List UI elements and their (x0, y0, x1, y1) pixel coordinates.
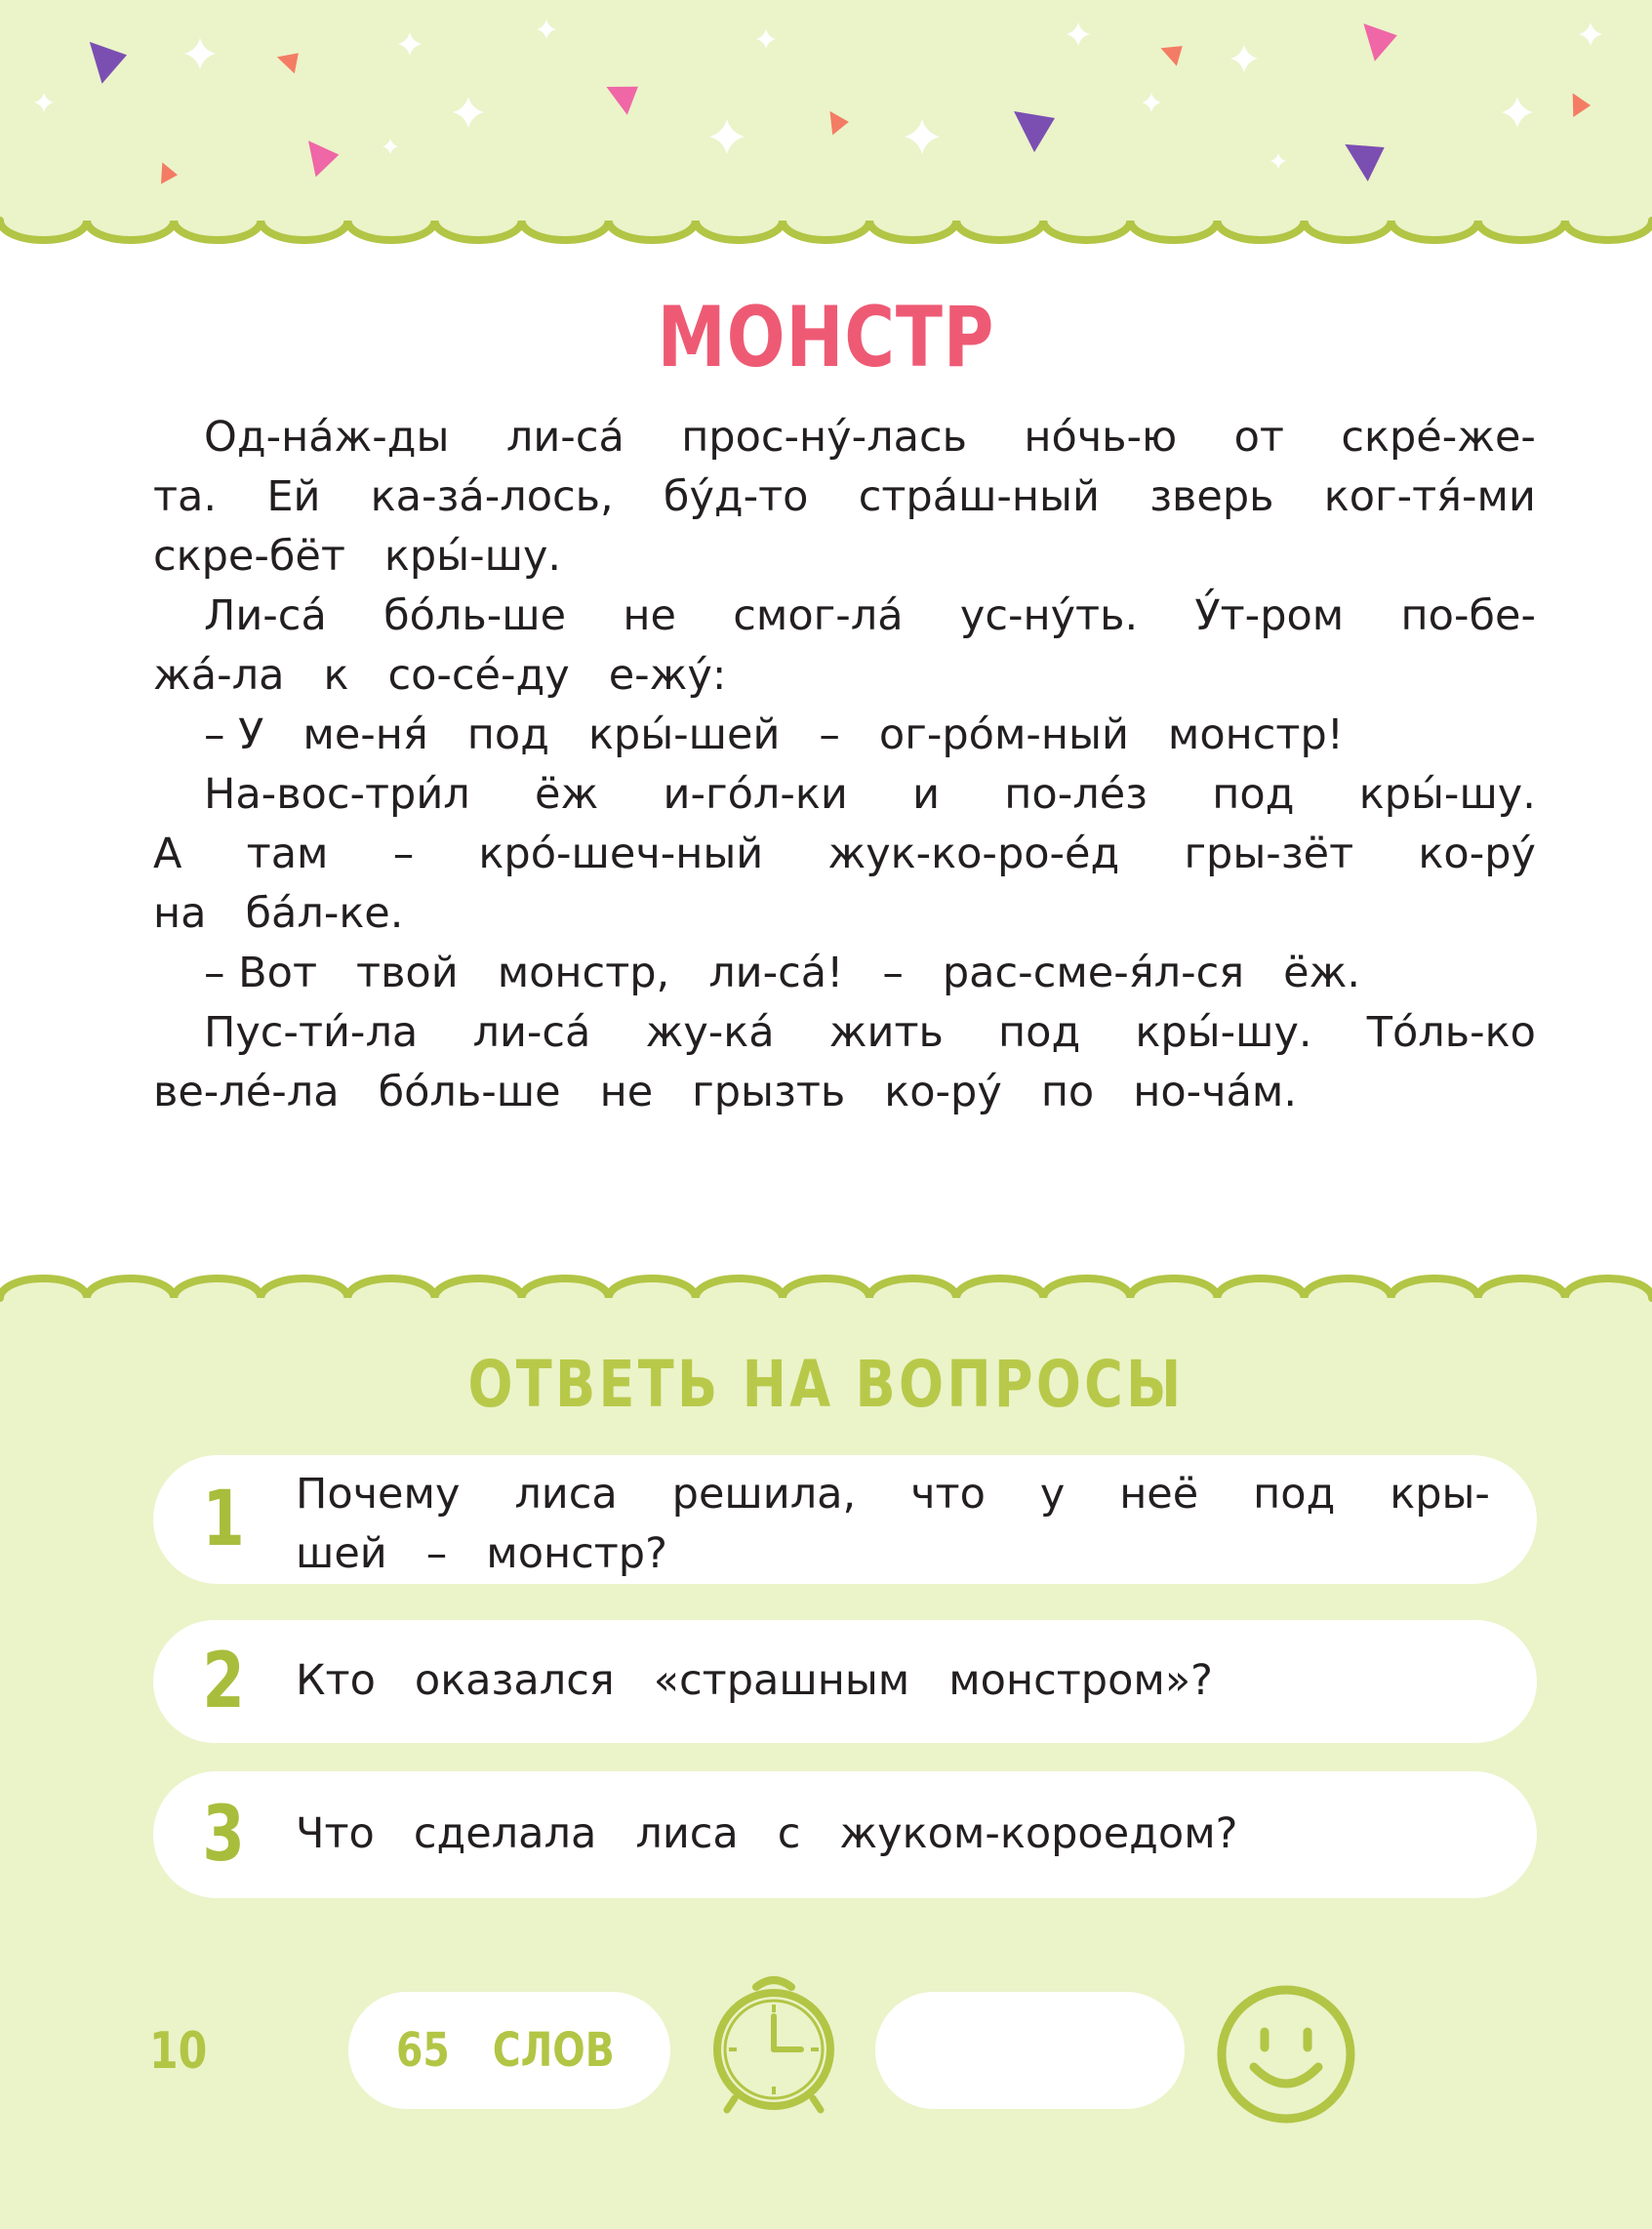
story-word: к (323, 651, 349, 700)
story-word: скре́-же- (1341, 413, 1536, 462)
questions-heading: ОТВЕТЬ НА ВОПРОСЫ (467, 1347, 1185, 1422)
story-word: под (466, 710, 549, 759)
story-word: ког-тя́-ми (1323, 472, 1536, 521)
question-word: Почему (296, 1470, 461, 1519)
story-title: МОНСТР (657, 289, 995, 386)
reading-time-input[interactable] (875, 1992, 1185, 2109)
question-text (296, 1804, 1490, 1864)
question-word: жуком-короедом? (839, 1809, 1238, 1858)
word-count-badge (348, 1992, 670, 2109)
question-word: неё (1119, 1470, 1199, 1519)
story-word: грызть (692, 1068, 846, 1116)
question-word: под (1253, 1470, 1336, 1519)
story-word: под (998, 1008, 1081, 1057)
story-word: ко-ру́ (1418, 830, 1536, 878)
question-item (153, 1771, 1537, 1898)
story-word: кры́-шу. (1358, 770, 1536, 819)
story-word: жить (828, 1008, 944, 1057)
story-word: и-го́л-ки (663, 770, 848, 819)
story-word: – (392, 830, 415, 878)
story-word: ли-са́ (505, 413, 625, 462)
question-word: Кто (296, 1656, 376, 1705)
smiley-face-icon (1213, 1981, 1359, 2128)
question-word: решила, (671, 1470, 857, 1519)
question-word: Что (296, 1809, 375, 1858)
question-item (153, 1455, 1537, 1584)
story-word: Ли-са́ (204, 591, 327, 640)
story-word: Пус-ти́-ла (204, 1008, 419, 1057)
story-word: зверь (1149, 472, 1274, 521)
story-word: кры́-шу. (1135, 1008, 1312, 1057)
alarm-clock-icon (705, 1967, 842, 2114)
story-word: е-жу́: (608, 651, 727, 700)
story-word: бу́д-то (663, 472, 809, 521)
question-word: – (425, 1529, 448, 1578)
question-word: сделала (413, 1809, 597, 1858)
story-word: но́чь-ю (1024, 413, 1178, 462)
story-word: ко-ру́ (884, 1068, 1002, 1116)
question-word: монстром»? (948, 1656, 1213, 1705)
story-line (153, 527, 1536, 587)
story-word: не (599, 1068, 654, 1116)
story-word: ве-ле́-ла (153, 1068, 340, 1116)
story-line (153, 1003, 1536, 1063)
story-word: прос-ну́-лась (681, 413, 967, 462)
story-word: рас-сме-я́л-ся (942, 949, 1245, 997)
story-word: гры-зёт (1184, 830, 1354, 878)
question-line (296, 1465, 1490, 1524)
story-word: Ей (266, 472, 321, 521)
question-text (296, 1465, 1490, 1584)
story-line (153, 587, 1536, 646)
story-word: – (882, 949, 904, 997)
story-word: Од-на́ж-ды (204, 413, 450, 462)
story-word: бо́ль-ше (383, 591, 567, 640)
story-word: от (1233, 413, 1284, 462)
story-word: стра́ш-ный (858, 472, 1100, 521)
story-word: ли-са́! (708, 949, 844, 997)
question-word: кры- (1390, 1470, 1490, 1519)
question-word: с (777, 1809, 801, 1858)
story-word: – (819, 710, 840, 759)
story-word: У́т-ром (1194, 591, 1345, 640)
story-word: и (912, 770, 941, 819)
story-word: ка-за́-лось, (370, 472, 614, 521)
question-word: лиса (514, 1470, 618, 1519)
question-item (153, 1620, 1537, 1743)
story-word: ёж (535, 770, 599, 819)
question-word: шей (296, 1529, 387, 1578)
question-line (296, 1524, 1490, 1584)
story-word: монстр! (1167, 710, 1344, 759)
story-line (153, 408, 1536, 467)
story-word: ёж. (1283, 949, 1360, 997)
story-word: та. (153, 472, 218, 521)
story-line (153, 706, 1536, 765)
top-decorative-band (0, 0, 1652, 254)
story-word: кры́-шей (587, 710, 781, 759)
story-word: твой (356, 949, 459, 997)
question-word: у (1039, 1470, 1066, 1519)
story-line (153, 467, 1536, 527)
story-line (153, 765, 1536, 825)
question-number: 3 (202, 1791, 245, 1879)
story-word: ог-ро́м-ный (878, 710, 1129, 759)
story-line (153, 1063, 1536, 1122)
story-word: – Вот (204, 949, 318, 997)
word-count-number: 65 (396, 2023, 451, 2078)
story-text (153, 408, 1536, 1122)
story-word: бо́ль-ше (378, 1068, 561, 1116)
story-word: не (623, 591, 676, 640)
question-word: что (910, 1470, 986, 1519)
story-word: А (153, 830, 182, 878)
story-line (153, 825, 1536, 884)
question-word: «страшным (653, 1656, 910, 1705)
story-word: со-се́-ду (387, 651, 570, 700)
top-band-fill (0, 0, 1652, 240)
question-word: лиса (635, 1809, 739, 1858)
story-word: смог-ла́ (733, 591, 904, 640)
story-word: жук-ко-ро-е́д (827, 830, 1120, 878)
story-word: ли-са́ (472, 1008, 591, 1057)
story-word: по-бе- (1400, 591, 1536, 640)
story-word: – У (204, 710, 264, 759)
question-number: 2 (202, 1638, 245, 1725)
story-word: жа́-ла (153, 651, 285, 700)
story-word: ус-ну́ть. (959, 591, 1139, 640)
question-text (296, 1651, 1490, 1711)
story-word: там (246, 830, 329, 878)
story-word: скре-бёт (153, 532, 345, 581)
story-word: на (153, 889, 207, 938)
story-word: по (1040, 1068, 1095, 1116)
story-word: по-ле́з (1004, 770, 1148, 819)
story-word: под (1212, 770, 1295, 819)
question-line (296, 1651, 1490, 1711)
story-word: То́ль-ко (1366, 1008, 1536, 1057)
story-line (153, 944, 1536, 1003)
story-word: монстр, (497, 949, 670, 997)
story-word: На-вос-три́л (204, 770, 470, 819)
story-line (153, 646, 1536, 706)
question-number: 1 (202, 1476, 245, 1563)
story-word: кро́-шеч-ный (478, 830, 764, 878)
story-word: жу-ка́ (645, 1008, 775, 1057)
question-line (296, 1804, 1490, 1864)
question-word: монстр? (486, 1529, 667, 1578)
story-word: но-ча́м. (1133, 1068, 1298, 1116)
page-number: 10 (149, 2022, 208, 2081)
story-word: ме-ня́ (302, 710, 428, 759)
word-count-label: СЛОВ (492, 2023, 615, 2078)
question-word: оказался (414, 1656, 615, 1705)
story-word: ба́л-ке. (245, 889, 404, 938)
story-word: кры́-шу. (383, 532, 562, 581)
story-line (153, 884, 1536, 944)
